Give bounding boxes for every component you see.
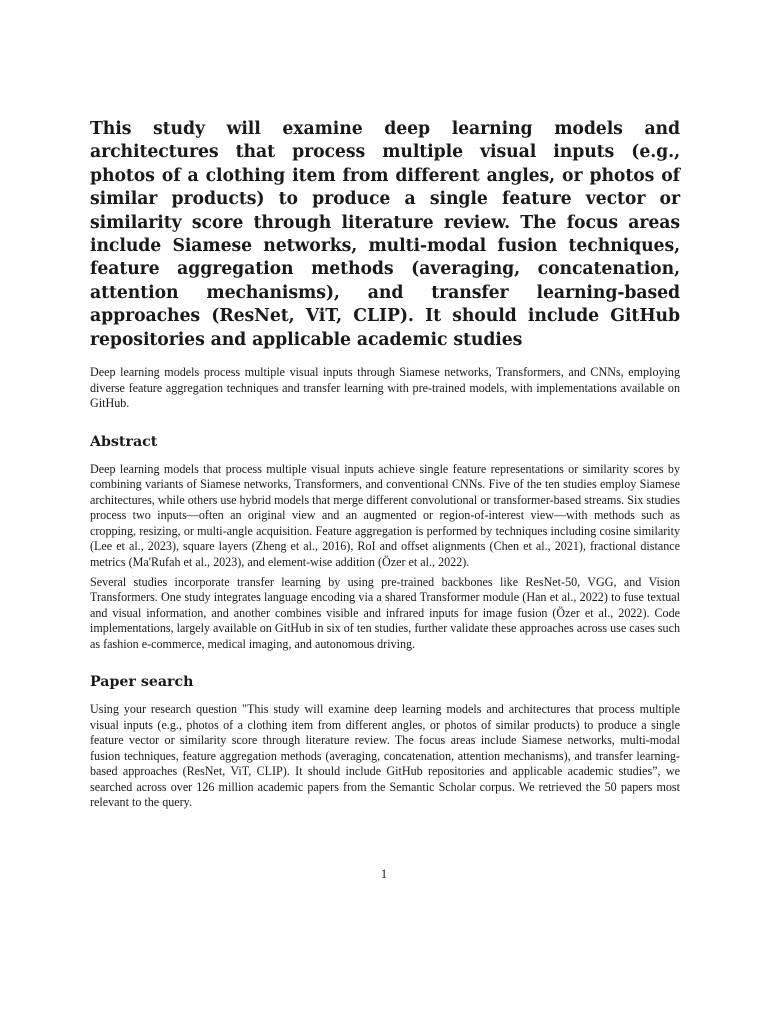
- paper-search-section: [90, 673, 680, 810]
- paper-title: This study will examine deep learning models and architectures that process multiple visual inputs (e.g., photos of a clothing item from different angles, or photos of similar products) to produce a single feature vector or similarity score through literature review. The focus areas include Siamese networks, multi-modal fusion techniques, feature aggregation methods (averaging, concatenation, attention mechanisms), and transfer learning-based approaches (ResNet, ViT, CLIP). It should include GitHub repositories and applicable academic studies: [90, 119, 680, 350]
- paper-search-paragraph: Using your research question "This study will examine deep learning models and architectures that process multiple visual inputs (e.g., photos of a clothing item from different angles, or photos of similar products) to produce a single feature vector or similarity score through literature review. The focus areas include Siamese networks, multi-modal fusion techniques, feature aggregation methods (averaging, concatenation, attention mechanisms), and transfer learning-based approaches (ResNet, ViT, CLIP). It should include GitHub repositories and applicable academic studies”, we searched across over 126 million academic papers from the Semantic Scholar corpus. We retrieved the 50 papers most relevant to the query.: [90, 702, 680, 809]
- abstract-paragraph-1: Deep learning models that process multiple visual inputs achieve single feature representations or similarity scores by combining variants of Siamese networks, Transformers, and conventional CNNs. Five of the ten studies employ Siamese architectures, while others use hybrid models that merge different convolutional or transformer-based streams. Six studies process two inputs—often an original view and an augmented or region-of-interest view—with methods such as cropping, resizing, or multi-angle acquisition. Feature aggregation is performed by techniques including cosine similarity (Lee et al., 2023), square layers (Zheng et al., 2016), RoI and offset alignments (Chen et al., 2021), fractional distance metrics (Ma'Rufah et al., 2023), and element-wise addition (Özer et al., 2022).: [90, 461, 680, 569]
- page-number: 1: [380, 867, 388, 881]
- abstract-paragraph-2: Several studies incorporate transfer learning by using pre-trained backbones like ResNet-50, VGG, and Vision Transformers. One study integrates language encoding via a shared Transformer module (Han et al., 2022) to fuse textual and visual information, and another combines visible and infrared inputs for image fusion (Özer et al., 2022). Code implementations, largely available on GitHub in six of ten studies, further validate these approaches across use cases such as fashion e-commerce, medical imaging, and autonomous driving.: [90, 575, 680, 651]
- page-content: [90, 118, 680, 810]
- paper-search-heading: Paper search: [90, 674, 194, 691]
- summary-text: Deep learning models process multiple visual inputs through Siamese networks, Transformers, and CNNs, employing diverse feature aggregation techniques and transfer learning with pre-trained models, with implementations available on GitHub.: [90, 365, 680, 411]
- abstract-heading: Abstract: [90, 433, 158, 450]
- abstract-section: [90, 433, 680, 652]
